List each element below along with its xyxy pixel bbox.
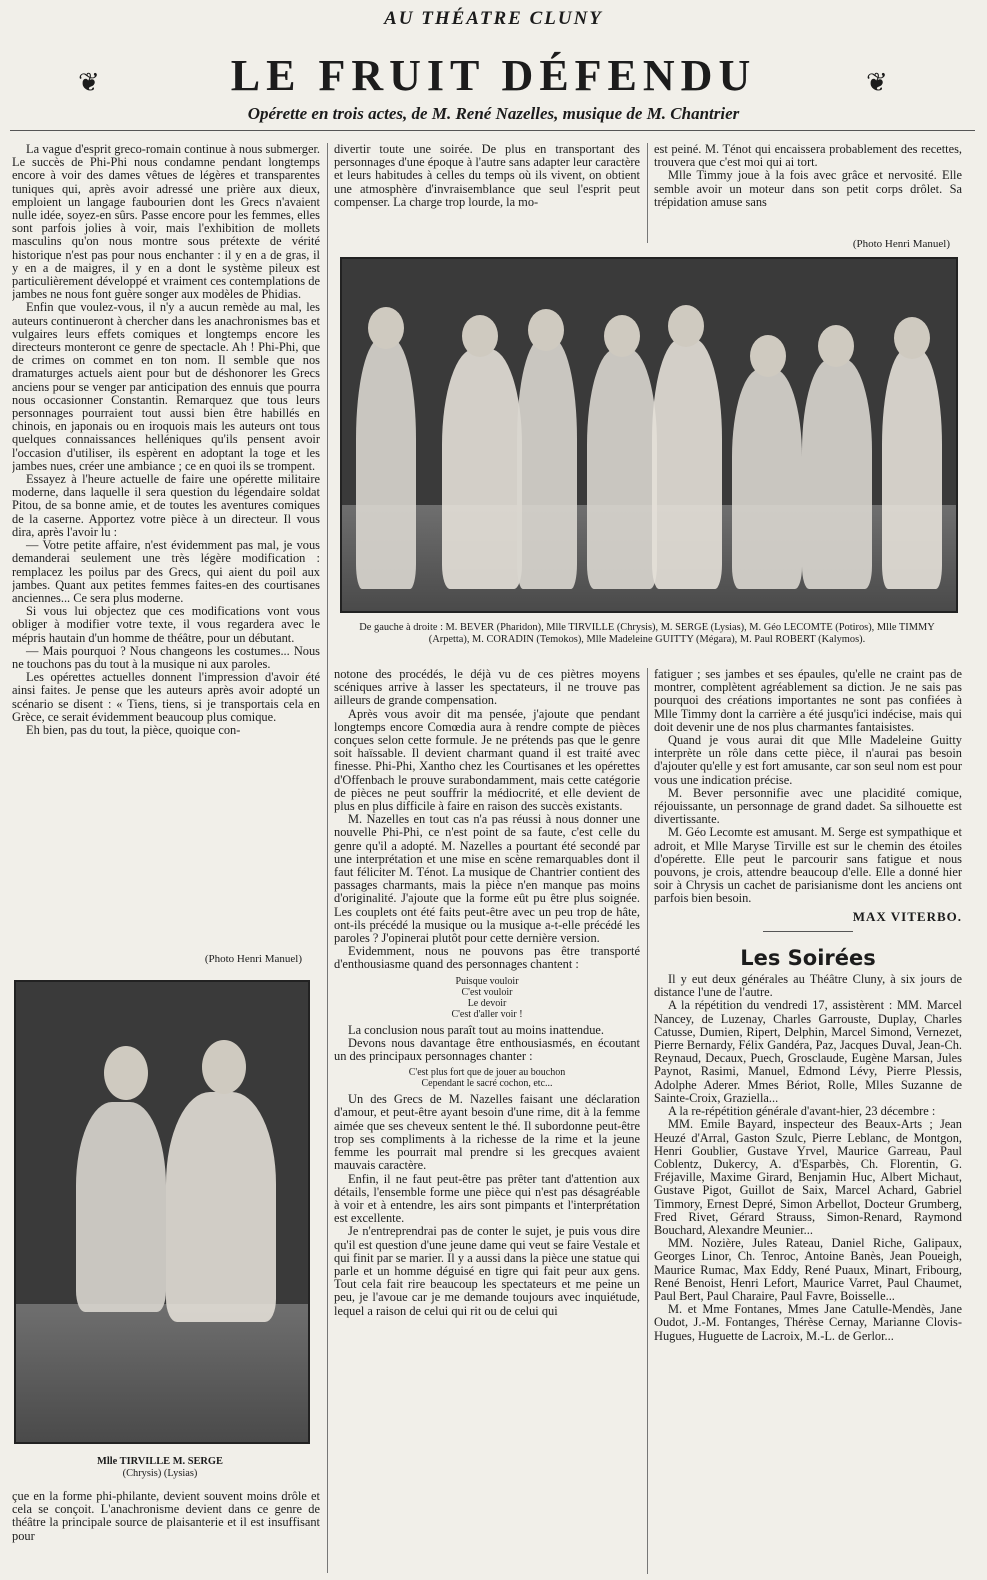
paragraph: M. et Mme Fontanes, Mmes Jane Catulle-Mendès, Jane Oudot, J.-M. Fontanges, Thérèse Cernay, Marianne Clovis-Hugues, Huguette de Lacroix, M.-L. de Gerlor...	[654, 1302, 962, 1343]
verse-line: C'est d'aller voir !	[451, 1008, 523, 1020]
paragraph: Un des Grecs de M. Nazelles faisant une déclaration d'amour, et peut-être ayant besoin d'une rime, dit à la femme aimée que ses cheveux sentent le thé. Il subordonne peut-être trop ses compliments à la richesse de la rime et la jeune femme les pourrait mal prendre si les grecques avaient mauvais caractère.	[334, 1092, 640, 1173]
photo-duo	[14, 980, 310, 1444]
leaf-ornament-right-icon: ❦	[866, 68, 888, 97]
photo-credit: (Photo Henri Manuel)	[852, 238, 950, 250]
column-2	[334, 668, 640, 1574]
paragraph: Eh bien, pas du tout, la pièce, quoique con-	[26, 722, 241, 737]
paragraph: Essayez à l'heure actuelle de faire une opérette militaire moderne, dans laquelle il sera question du légendaire soldat Pitou, de sa bonne amie, et de toutes les aventures comiques de la caserne. Apportez votre pièce à un directeur. Il vous dira, après l'avoir lu :	[12, 472, 320, 539]
column-divider	[647, 668, 648, 1574]
paragraph: çue en la forme phi-philante, devient souvent moins drôle et cela se conçoit. L'anachronisme devient dans ce genre de théâtre la principale source de plaisanterie et il est insuffisant pour	[12, 1490, 320, 1543]
subtitle: Opérette en trois actes, de M. René Nazelles, musique de M. Chantrier	[247, 104, 740, 123]
paragraph: La conclusion nous paraît tout au moins inattendue.	[348, 1022, 605, 1037]
paragraph: Enfin que voulez-vous, il n'y a aucun remède au mal, les auteurs continueront à chercher dans les anachronismes bas et vulgaires leurs effets comiques et longtemps encore les directeurs monteront ce genre de spectacle. Ah ! Phi-Phi, que de crimes on commet en ton nom. Il semble que nos dramaturges actuels aient pour but de déshonorer les Grecs anciens pour se venger par anticipation des ennuis que pourra nous occasionner Constantin. Remarquez que tous leurs personnages pourraient tout aussi bien être habillés en chinois, en japonais ou en iroquois mais les auteurs ont tous quelques connaissances helléniques qu'ils pensent avoir l'occasion d'utiliser, ils espèrent en adoptant la toge et les jambes nues, créer une ambiance ; ce en quoi ils se trompent.	[12, 300, 320, 473]
verse-line: Cependant le sacré cochon, etc...	[421, 1078, 553, 1090]
paragraph: Si vous lui objectez que ces modifications vont vous obliger à modifier votre texte, il vous regardera avec le mépris hautain d'un homme de théâtre, pour un débutant.	[12, 604, 320, 645]
header-rule	[10, 130, 975, 131]
column-3-top	[654, 143, 962, 233]
paragraph: Les opérettes actuelles donnent l'impression d'avoir été ainsi faites. Je pense que les auteurs après avoir adopté un scénario se disent : « Tiens, tiens, si je transportais cela en Grèce, ce serait évidemment beaucoup plus comique.	[12, 670, 320, 724]
signature-text: MAX VITERBO.	[852, 908, 962, 924]
paragraph: Devons nous davantage être enthousiasmés, en écoutant un des principaux personnages chanter :	[334, 1035, 640, 1064]
verse-block	[334, 1067, 640, 1089]
paragraph: fatiguer ; ses jambes et ses épaules, qu'elle ne craint pas de montrer, complètent agréablement sa diction. Je ne sais pas pourquoi des créations importantes ne sont pas confiées à Mlle Timmy dont la carrière a été jusqu'ici indécise, mais qui doit devenir une de nos plus charmantes fantaisistes.	[654, 668, 962, 734]
verse-line: C'est plus fort que de jouer au bouchon	[408, 1067, 566, 1079]
photo-duo-caption	[14, 1456, 306, 1480]
paragraph: Evidemment, nous ne pouvons pas être transporté d'enthousiasme quand des personnages chantent :	[334, 944, 640, 972]
paragraph: Après vous avoir dit ma pensée, j'ajoute que pendant longtemps encore Comœdia aura à rendre compte de pièces conçues selon cette formule. Je ne prétends pas que le genre soit haïssable. Il devient charmant quand il est traité avec finesse. Phi-Phi, Xantho chez les Courtisanes et les opérettes d'Offenbach le prouve surabondamment, mais cette catégorie de pièces ne peut souffrir la médiocrité, et elle devient de plus en plus difficile à faire en raison des succès existants.	[334, 706, 640, 814]
paragraph: est peiné. M. Ténot qui encaissera probablement des recettes, trouvera que c'est moi qui ai tort.	[654, 143, 962, 170]
paragraph: MM. Nozière, Jules Rateau, Daniel Riche, Galipaux, Georges Linor, Ch. Tenroc, Antoine Banès, Jean Poueigh, Maurice Rumac, Max Eddy, René Puaux, Minart, Fribourg, René Benoist, Henri Lefort, Maurice Varret, Paul Chaumet, Paul Bert, Paul Charaire, Paul Favre, Boisselle...	[654, 1236, 962, 1303]
paragraph: — Votre petite affaire, n'est évidemment pas mal, je vous demanderai seulement une très légère modification : remplacez les poilus par des Grecs, qui aient du poil aux jambes. Quant aux petites femmes faites-en des courtisanes anciennes... Ce sera plus moderne.	[12, 538, 320, 605]
paragraph: A la répétition du vendredi 17, assistèrent : MM. Marcel Nancey, de Luzenay, Charles Garrouste, Duplay, Charles Catusse, Dumien, Ripert, Delphin, Marcel Simond, Vernezet, Pierre Bernardy, Félix Gandéra, Paz, Jacques Duval, Jean-Ch. Reynaud, Decaux, Puech, Grosclaude, Eugène Marsan, Jules Paynot, Rasimi, Manuel, Edmond Lévy, Pierre Plessis, Adolphe Aderer. Mmes Bériot, Rolle, Mlles Suzanne de Sainte-Croix, Graziella...	[654, 998, 962, 1105]
paragraph: Mlle Timmy joue à la fois avec grâce et nervosité. Elle semble avoir un moteur dans son petit corps drôlet. Sa trépidation amuse sans	[654, 168, 962, 209]
column-divider	[647, 143, 648, 243]
page-title: LE FRUIT DÉFENDU	[230, 51, 757, 100]
paragraph: Quand je vous aurai dit que Mlle Madeleine Guitty interprète un rôle dans cette pièce, il n'aurai pas besoin d'ajouter qu'elle y est fort amusante, car son seul nom est pour vous une indication précise.	[654, 733, 962, 787]
soirees-rule	[763, 931, 853, 932]
paragraph: M. Nazelles en tout cas n'a pas réussi à nous donner une nouvelle Phi-Phi, ce n'est point de sa faute, c'est celle du genre qu'il a adopté. M. Nazelles a pourtant été secondé par une interprétation et une mise en scène remarquables dont il faut féliciter M. Ténot. La musique de Chantrier contient des passages charmants, mais la pièce n'en manque pas moins d'originalité. J'ajoute que la forme eût pu être plus soignée. Les couplets ont été faits peut-être avec un peu trop de hâte, ont-ils précédé la musique ou la musique a-t-elle précédé les paroles ? J'opinerai plutôt pour cette dernière version.	[334, 812, 640, 946]
section-title-soirees: Les Soirées	[740, 945, 876, 970]
column-1-top	[12, 143, 320, 965]
verse-line: C'est vouloir	[461, 986, 513, 998]
verse-block	[334, 976, 640, 1020]
paragraph: notone des procédés, le déjà vu de ces piètres moyens scéniques arrive à lasser les spectateurs, il ne trouve pas ailleurs de grande compensation.	[334, 668, 640, 708]
photo-credit: (Photo Henri Manuel)	[204, 953, 302, 965]
kicker: AU THÉATRE CLUNY	[384, 8, 603, 29]
paragraph: Enfin, il ne faut peut-être pas prêter tant d'attention aux détails, l'ensemble forme une pièce qui n'est pas désagréable à voir et à entendre, les airs sont pimpants et l'interprétation est excellente.	[334, 1171, 640, 1226]
column-2-top	[334, 143, 640, 243]
caption-names: Mlle TIRVILLE M. SERGE	[97, 1456, 223, 1467]
paragraph: M. Géo Lecomte est amusant. M. Serge est sympathique et adroit, et Mlle Maryse Tirville est sur le chemin des étoiles d'opérette. Elle peut le parcourir sans fatigue et nous pouvons, je crois, attendre beaucoup d'elle. Elle a donné hier soir à Chrysis un cachet de parisianisme dont les anciens ont parfois bien besoin.	[654, 825, 962, 906]
paragraph: M. Bever personnifie avec une placidité comique, réjouissante, un personnage de grand dadet. Sa silhouette est divertissante.	[654, 785, 962, 827]
column-divider	[327, 143, 328, 1573]
paragraph: MM. Emile Bayard, inspecteur des Beaux-Arts ; Jean Heuzé d'Arral, Gaston Szulc, Pierre Leblanc, de Montgon, Henri Goublier, Gustave Yrvel, Maurice Garreau, Paul Coblentz, Dukercy, A. d'Esparbès, Ch. Florentin, G. Fréjaville, Maxime Girard, Benjamin Huc, Albert Michaut, Gustave Pigot, Guillot de Saix, Marcel Achard, Gabriel Timmory, Ernest Depré, Simon Arbellot, Docteur Grumberg, Fred Rivet, Gérard Strauss, Simon-Renard, Raymond Bouchard, Alexandre Meunier...	[654, 1117, 962, 1237]
column-1-bottom	[12, 1490, 320, 1574]
verse-line: Le devoir	[467, 997, 507, 1009]
caption-roles: (Chrysis) (Lysias)	[122, 1468, 198, 1479]
paragraph: — Mais pourquoi ? Nous changeons les costumes... Nous ne touchons pas du tout à la musique ni aux paroles.	[12, 643, 320, 671]
photo-group-caption: De gauche à droite : M. BEVER (Pharidon), Mlle TIRVILLE (Chrysis), M. SERGE (Lysias), M. Géo LECOMTE (Potiros), Mlle TIMMY (Arpetta), M. CORADIN (Temokos), Mlle Madeleine GUITTY (Mégara), M. Paul ROBERT (Kalymos).	[359, 622, 935, 645]
paragraph: divertir toute une soirée. De plus en transportant des personnages d'une époque à l'autre sans adapter leur caractère et leurs habitudes à celles du temps où ils vivent, on obtient une atmosphère d'invraisemblance que seul l'esprit peut compenser. La charge trop lourde, la mo-	[334, 143, 640, 209]
paragraph: A la re-répétition générale d'avant-hier, 23 décembre :	[668, 1104, 936, 1119]
signature	[654, 910, 962, 923]
column-3	[654, 668, 962, 1574]
leaf-ornament-left-icon: ❦	[78, 68, 100, 97]
paragraph: La vague d'esprit greco-romain continue à nous submerger. Le succès de Phi-Phi nous condamne pendant longtemps encore à voir des dames vêtues de légères et transparentes tuniques qui, après avoir adressé une prière aux dieux, emploient un langage faubourien dont les Grecs n'avaient nulle idée, soyez-en sûrs. Passe encore pour les femmes, elles sont parfois jolies à voir, mais l'exhibition de mollets masculins qu'on nous montre sous prétexte de vérité historique n'est pas pour nous enchanter : il y en a de gras, il y en a de maigres, il y en a dont le système pileux est particulièrement développé et vraiment ces contemplations de jambes ne nous font guère songer aux modèles de Phidias.	[12, 143, 320, 302]
verse-line: Puisque vouloir	[455, 975, 519, 987]
paragraph: Je n'entreprendrai pas de conter le sujet, je puis vous dire qu'il est question d'une jeune dame qui veut se faire Vestale et qui finit par se marier. Il y a aussi dans la pièce une statue qui parle et un homme déguisé en tigre qui fait peur aux gens. Tout cela fait rire beaucoup les spectateurs et me peine un peu, je l'avoue car je me demande toujours avec inquiétude, lequel a raison de celui qui rit ou de celui qui	[334, 1224, 640, 1318]
photo-group	[340, 257, 958, 613]
paragraph: Il y eut deux générales au Théâtre Cluny, à six jours de distance l'une de l'autre.	[654, 972, 962, 1000]
